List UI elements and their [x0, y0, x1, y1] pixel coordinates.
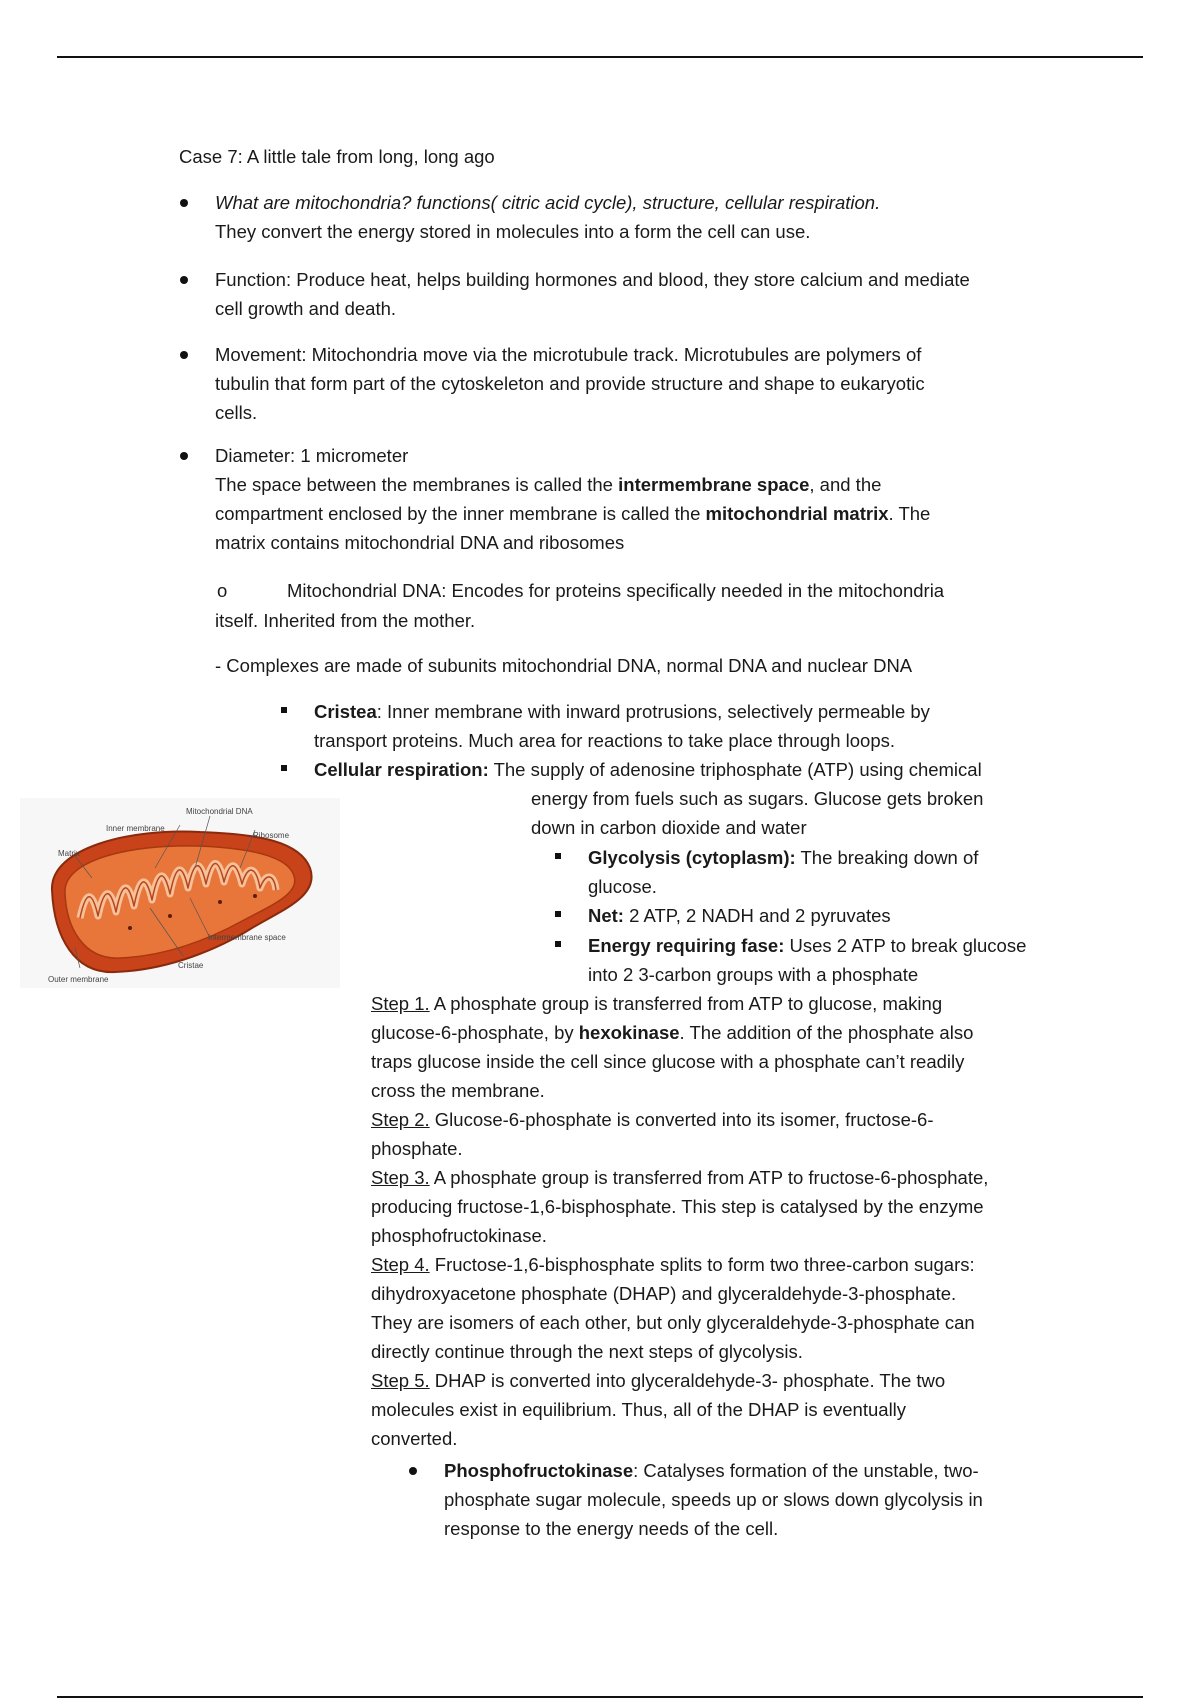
text-line: matrix contains mitochondrial DNA and ribosomes	[215, 532, 625, 553]
text-line: molecules exist in equilibrium. Thus, all of the DHAP is eventually	[371, 1399, 907, 1420]
ribosome-dot	[218, 900, 222, 904]
bullet-diameter	[215, 441, 930, 557]
bullet-movement	[215, 340, 925, 427]
text-line: phosphate.	[371, 1138, 463, 1159]
glycolysis-steps	[371, 989, 988, 1453]
text-span: The supply of adenosine triphosphate (ATP) using chemical	[488, 759, 982, 780]
step-4	[371, 1250, 988, 1279]
term-mitochondrial-matrix: mitochondrial matrix	[705, 503, 889, 524]
text-line	[371, 1018, 988, 1047]
bullet-marker	[281, 707, 287, 713]
bullet-marker	[409, 1467, 417, 1475]
text-line: Function: Produce heat, helps building hormones and blood, they store calcium and mediate	[215, 269, 970, 290]
text-line: cells.	[215, 402, 258, 423]
step-label: Step 4.	[371, 1254, 430, 1275]
label-ribosome: Ribosome	[253, 831, 290, 840]
text-span: Glucose-6-phosphate is converted into its isomer, fructose-6-	[429, 1109, 934, 1130]
text-line	[588, 843, 978, 872]
cristea-item	[314, 697, 930, 755]
text-line: traps glucose inside the cell since glucose with a phosphate can’t readily	[371, 1051, 965, 1072]
bullet-marker	[281, 765, 287, 771]
text-line: phosphofructokinase.	[371, 1225, 547, 1246]
text-span: A phosphate group is transferred from ATP to glucose, making	[429, 993, 943, 1014]
step-label: Step 5.	[371, 1370, 430, 1391]
step-label: Step 3.	[371, 1167, 430, 1188]
term-net: Net:	[588, 905, 624, 926]
text-line: producing fructose-1,6-bisphosphate. This step is catalysed by the enzyme	[371, 1196, 984, 1217]
step-1	[371, 989, 988, 1018]
text-line: cross the membrane.	[371, 1080, 545, 1101]
text-line: phosphate sugar molecule, speeds up or slows down glycolysis in	[444, 1489, 983, 1510]
text-line: directly continue through the next steps of glycolysis.	[371, 1341, 803, 1362]
text-span: glucose-6-phosphate, by	[371, 1022, 579, 1043]
step-2	[371, 1105, 988, 1134]
text-span: DHAP is converted into glyceraldehyde-3- phosphate. The two	[429, 1370, 946, 1391]
phosphofructokinase-item	[444, 1456, 983, 1543]
bullet-marker	[555, 853, 561, 859]
text-span: The breaking down of	[795, 847, 979, 868]
label-mitochondrial-dna: Mitochondrial DNA	[186, 807, 253, 816]
step-3	[371, 1163, 988, 1192]
text-line: into 2 3-carbon groups with a phosphate	[588, 964, 919, 985]
text-line: dihydroxyacetone phosphate (DHAP) and glyceraldehyde-3-phosphate.	[371, 1283, 957, 1304]
text-line: Diameter: 1 micrometer	[215, 445, 409, 466]
energy-item	[588, 931, 1026, 989]
text-line	[588, 931, 1026, 960]
glycolysis-item	[588, 843, 978, 901]
ribosome-dot	[253, 894, 257, 898]
text-span: , and the	[809, 474, 882, 495]
term-intermembrane-space: intermembrane space	[618, 474, 810, 495]
term-glycolysis: Glycolysis (cytoplasm):	[588, 847, 796, 868]
label-outer-membrane: Outer membrane	[48, 975, 109, 984]
term-hexokinase: hexokinase	[578, 1022, 680, 1043]
term-cellular-respiration: Cellular respiration:	[314, 759, 489, 780]
bullet-function	[215, 265, 970, 323]
label-cristae: Cristae	[178, 961, 204, 970]
label-intermembrane-space: Intermembrane space	[208, 933, 286, 942]
text-line	[215, 470, 930, 499]
question-text: What are mitochondria? functions( citric acid cycle), structure, cellular respiration.	[215, 192, 881, 213]
text-line: converted.	[371, 1428, 458, 1449]
ribosome-dot	[168, 914, 172, 918]
text-line	[314, 697, 930, 726]
bullet-marker	[180, 351, 188, 359]
term-energy-requiring-fase: Energy requiring fase:	[588, 935, 785, 956]
text-line: transport proteins. Much area for reactions to take place through loops.	[314, 730, 896, 751]
text-span: . The addition of the phosphate also	[679, 1022, 974, 1043]
cellular-respiration-item	[314, 755, 982, 784]
mito-dna-line1: Mitochondrial DNA: Encodes for proteins specifically needed in the mitochondria	[287, 580, 945, 601]
text-span: compartment enclosed by the inner membrane is called the	[215, 503, 706, 524]
text-span: Fructose-1,6-bisphosphate splits to form two three-carbon sugars:	[429, 1254, 975, 1275]
bullet-marker	[180, 452, 188, 460]
text-line: energy from fuels such as sugars. Glucose gets broken	[531, 788, 984, 809]
net-item	[588, 901, 891, 930]
bullet-marker	[555, 941, 561, 947]
cellular-respiration-cont	[531, 784, 983, 842]
text-line: cell growth and death.	[215, 298, 397, 319]
page-title: Case 7: A little tale from long, long ago	[179, 146, 495, 167]
text-span: : Catalyses formation of the unstable, two-	[633, 1460, 979, 1481]
label-inner-membrane: Inner membrane	[106, 824, 165, 833]
text-line: response to the energy needs of the cell.	[444, 1518, 779, 1539]
text-line: down in carbon dioxide and water	[531, 817, 807, 838]
text-line	[215, 499, 930, 528]
term-phosphofructokinase: Phosphofructokinase	[444, 1460, 634, 1481]
mito-dna-line2: itself. Inherited from the mother.	[215, 610, 476, 631]
bullet-marker	[180, 276, 188, 284]
text-line	[444, 1456, 983, 1485]
bullet-mitochondria-question	[215, 188, 880, 246]
step-5	[371, 1366, 988, 1395]
text-line: They are isomers of each other, but only glyceraldehyde-3-phosphate can	[371, 1312, 975, 1333]
text-line: tubulin that form part of the cytoskeleton and provide structure and shape to eukaryotic	[215, 373, 925, 394]
footer-rule	[57, 1696, 1143, 1698]
question-answer: They convert the energy stored in molecules into a form the cell can use.	[215, 221, 811, 242]
text-span: The space between the membranes is called the	[215, 474, 619, 495]
text-span: : Inner membrane with inward protrusions, selectively permeable by	[376, 701, 930, 722]
header-rule	[57, 56, 1143, 58]
text-span: A phosphate group is transferred from ATP to fructose-6-phosphate,	[429, 1167, 989, 1188]
step-label: Step 2.	[371, 1109, 430, 1130]
complexes-text: - Complexes are made of subunits mitochondrial DNA, normal DNA and nuclear DNA	[215, 655, 913, 676]
text-span: Uses 2 ATP to break glucose	[784, 935, 1027, 956]
bullet-marker	[180, 199, 188, 207]
text-span: . The	[888, 503, 931, 524]
text-line: glucose.	[588, 876, 657, 897]
label-matrix: Matrix	[58, 849, 80, 858]
bullet-marker	[555, 911, 561, 917]
ribosome-dot	[128, 926, 132, 930]
mitochondrion-diagram	[20, 798, 340, 988]
term-cristea: Cristea	[314, 701, 377, 722]
step-label: Step 1.	[371, 993, 430, 1014]
text-span: 2 ATP, 2 NADH and 2 pyruvates	[623, 905, 891, 926]
mito-dna-marker: o	[217, 580, 228, 601]
text-line: Movement: Mitochondria move via the microtubule track. Microtubules are polymers of	[215, 344, 922, 365]
